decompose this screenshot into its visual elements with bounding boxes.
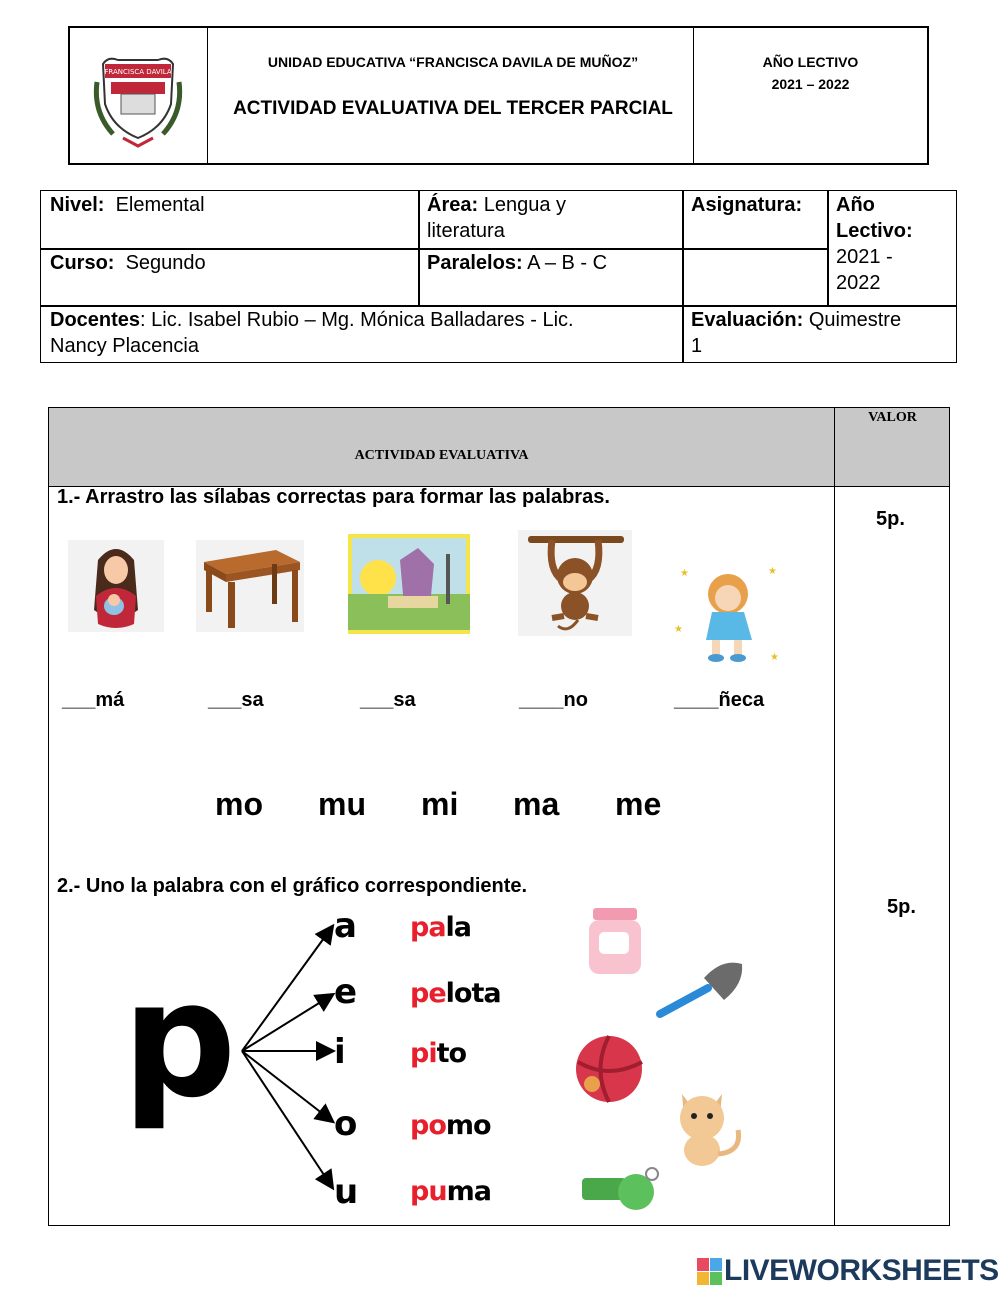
- monkey-icon: [518, 530, 632, 636]
- syllable-ma[interactable]: ma: [513, 786, 560, 822]
- vowel-u: u: [334, 1172, 359, 1212]
- evaluacion-cell: Evaluación: Quimestre 1: [691, 309, 902, 357]
- svg-text:★: ★: [674, 624, 683, 635]
- syllable-mi[interactable]: mi: [421, 786, 459, 822]
- svg-text:★: ★: [768, 566, 777, 577]
- q1-title: 1.- Arrastro las sílabas correctas para formar las palabras.: [57, 486, 610, 508]
- blocks-icon: [697, 1258, 723, 1286]
- ball-icon[interactable]: [572, 1034, 646, 1104]
- header-box: [68, 26, 929, 165]
- blank-word-2[interactable]: ___sa: [208, 689, 264, 711]
- word-pala[interactable]: pala: [410, 912, 472, 943]
- q2-points: 5p.: [887, 896, 916, 918]
- jar-icon[interactable]: [585, 906, 645, 976]
- year-label: AÑO LECTIVO: [762, 54, 859, 70]
- blank-word-5[interactable]: ____ñeca: [674, 689, 765, 711]
- vowel-o: o: [334, 1104, 358, 1144]
- vowel-e: e: [334, 972, 358, 1012]
- vowel-a: a: [334, 906, 357, 946]
- vowel-i: i: [334, 1032, 346, 1072]
- curso-cell: Curso: Segundo: [50, 252, 206, 274]
- word-pomo[interactable]: pomo: [410, 1110, 491, 1141]
- consonant-p: p: [122, 946, 237, 1133]
- syllable-mu[interactable]: mu: [318, 786, 366, 822]
- puma-cat-icon[interactable]: [672, 1088, 750, 1168]
- info-table: [40, 190, 957, 363]
- header-valor-label: VALOR: [868, 410, 917, 425]
- svg-text:★: ★: [770, 652, 779, 663]
- header-activity-label: ACTIVIDAD EVALUATIVA: [354, 448, 529, 463]
- doll-icon: [672, 560, 782, 666]
- asignatura-cell: Asignatura:: [691, 194, 803, 216]
- paralelos-cell: Paralelos: A – B - C: [427, 252, 608, 274]
- word-pelota[interactable]: pelota: [410, 978, 501, 1009]
- house-scene-icon: [348, 534, 470, 634]
- arrows-diagram: [230, 915, 350, 1195]
- blank-word-3[interactable]: ___sa: [360, 689, 416, 711]
- syllable-mo[interactable]: mo: [215, 786, 263, 822]
- year-value: 2021 – 2022: [771, 76, 850, 92]
- docentes-cell: Docentes: Lic. Isabel Rubio – Mg. Mónica Balladares - Lic. Nancy Placencia: [50, 309, 574, 357]
- svg-text:★: ★: [680, 568, 689, 579]
- q1-points: 5p.: [876, 508, 905, 530]
- q2-title: 2.- Uno la palabra con el gráfico correspondiente.: [57, 875, 528, 897]
- ano-lectivo-cell: Año Lectivo: 2021 - 2022: [836, 194, 913, 294]
- word-puma[interactable]: puma: [410, 1176, 491, 1207]
- table-icon: [196, 540, 304, 632]
- svg-text:FRANCISCA DAVILA: FRANCISCA DAVILA: [104, 68, 172, 76]
- area-cell: Área: Lengua y literatura: [427, 194, 566, 242]
- school-name: UNIDAD EDUCATIVA “FRANCISCA DAVILA DE MUÑOZ”: [267, 54, 639, 70]
- nivel-cell: Nivel: Elemental: [50, 194, 205, 216]
- activity-title: ACTIVIDAD EVALUATIVA DEL TERCER PARCIAL: [233, 98, 673, 119]
- blank-word-4[interactable]: ____no: [519, 689, 588, 711]
- year-cell: [693, 28, 927, 163]
- shovel-icon[interactable]: [652, 958, 746, 1020]
- word-pito[interactable]: pito: [410, 1038, 467, 1069]
- mother-baby-icon: [68, 540, 164, 632]
- logo-cell: [70, 28, 208, 163]
- syllable-me[interactable]: me: [615, 786, 662, 822]
- whistle-icon[interactable]: [578, 1164, 662, 1214]
- school-seal-icon: [83, 42, 193, 152]
- blank-word-1[interactable]: ___má: [62, 689, 125, 711]
